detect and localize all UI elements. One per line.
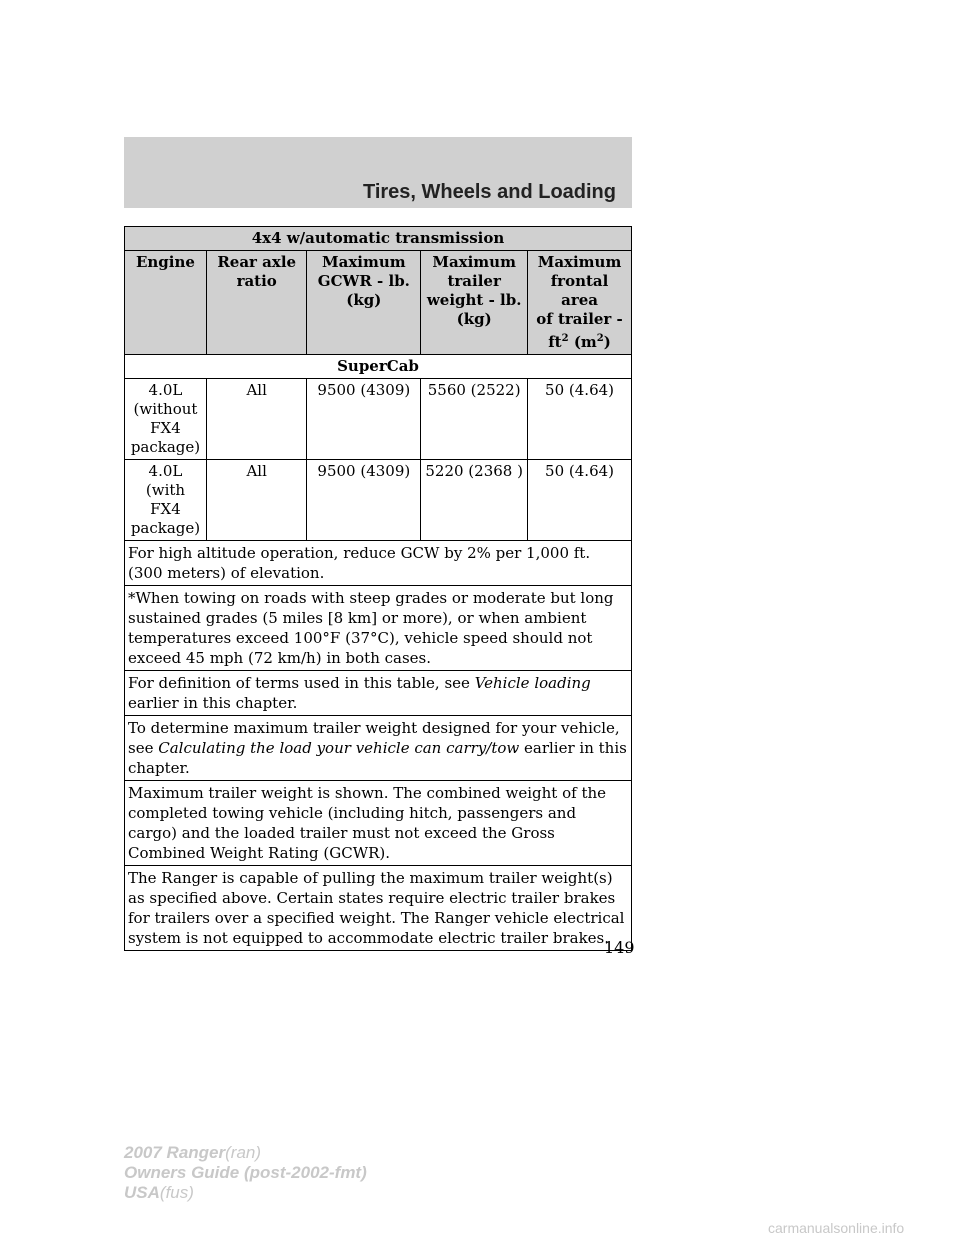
towing-spec-table [124,226,632,951]
column-header-engine: Engine [125,251,207,355]
frontal-area-unit: $ft^2$ $(m^2)$ [548,333,611,351]
column-header-max-frontal-area [528,251,632,355]
section-header-band [124,137,632,208]
table-caption: 4x4 w/automatic transmission [125,227,632,251]
link-vehicle-loading: Vehicle loading [474,674,591,692]
group-label-supercab: SuperCab [125,355,632,379]
cell-ratio: All [206,460,307,541]
column-header-rear-axle-ratio: Rear axle ratio [206,251,307,355]
column-header-frontal-area-label: Maximum frontal area of trailer - [536,253,623,328]
column-header-max-trailer-weight: Maximum trailer weight - lb. (kg) [421,251,528,355]
cell-gcwr: 9500 (4309) [307,460,421,541]
cell-trailer-weight: 5560 (2522) [421,379,528,460]
note-steep-grades: *When towing on roads with steep grades or moderate but long sustained grades (5 miles [8 km] or more), or when ambient temperatures exceed 100°F (37°C), vehicle speed should not exceed 45 mph (72 km/h) in both cases. [125,586,632,671]
cell-frontal-area: 50 (4.64) [528,379,632,460]
table-header-row [125,251,632,355]
note-high-altitude: For high altitude operation, reduce GCW by 2% per 1,000 ft. (300 meters) of elevation. [125,541,632,586]
column-header-max-gcwr: Maximum GCWR - lb. (kg) [307,251,421,355]
table-row [125,379,632,460]
cell-engine: 4.0L (without FX4 package) [125,379,207,460]
document-footer: 2007 Ranger(ran) Owners Guide (post-2002-fmt) USA(fus) [124,1143,367,1202]
cell-ratio: All [206,379,307,460]
cell-frontal-area: 50 (4.64) [528,460,632,541]
note-term-definitions: For definition of terms used in this table, see Vehicle loading earlier in this chapter. [125,671,632,716]
section-title: Tires, Wheels and Loading [362,181,616,203]
note-electric-brakes: The Ranger is capable of pulling the maximum trailer weight(s) as specified above. Certain states require electric trailer brakes for trailers over a specified weight. The Ranger vehicle electrical system is not equipped to accommodate electric trailer brakes. [125,866,632,951]
table-row [125,460,632,541]
page-number: 149 [604,938,635,957]
site-watermark: carmanualsonline.info [768,1220,905,1236]
cell-trailer-weight: 5220 (2368 ) [421,460,528,541]
link-calculating-load: Calculating the load your vehicle can carry/tow [158,739,520,757]
note-gcwr: Maximum trailer weight is shown. The combined weight of the completed towing vehicle (including hitch, passengers and cargo) and the loaded trailer must not exceed the Gross Combined Weight Rating (GCWR). [125,781,632,866]
note-max-trailer-weight-reference: To determine maximum trailer weight designed for your vehicle, see Calculating the load your vehicle can carry/tow earlier in this chapter. [125,716,632,781]
cell-engine: 4.0L (with FX4 package) [125,460,207,541]
cell-gcwr: 9500 (4309) [307,379,421,460]
